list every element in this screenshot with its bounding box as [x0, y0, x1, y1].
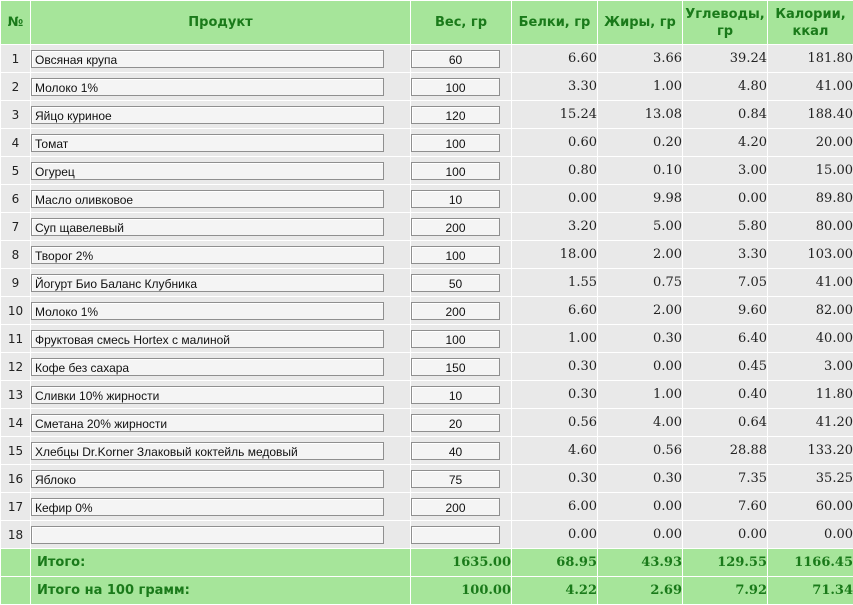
- weight-cell: [411, 45, 512, 73]
- row-number: 13: [1, 381, 31, 409]
- weight-input[interactable]: 75: [411, 470, 500, 488]
- per100-num: [1, 577, 31, 605]
- calories-value: 0.00: [768, 521, 853, 549]
- calories-value: 41.00: [768, 269, 853, 297]
- calories-value: 60.00: [768, 493, 853, 521]
- carbs-value: 6.40: [683, 325, 768, 353]
- calories-value: 82.00: [768, 297, 853, 325]
- fat-value: 13.08: [598, 101, 683, 129]
- fat-value: 0.00: [598, 353, 683, 381]
- product-input[interactable]: Кофе без сахара: [31, 358, 384, 376]
- row-number: 5: [1, 157, 31, 185]
- weight-input[interactable]: 200: [411, 498, 500, 516]
- weight-input[interactable]: 60: [411, 50, 500, 68]
- product-input[interactable]: Масло оливковое: [31, 190, 384, 208]
- row-number: 4: [1, 129, 31, 157]
- weight-input[interactable]: 200: [411, 218, 500, 236]
- fat-value: 3.66: [598, 45, 683, 73]
- calories-value: 80.00: [768, 213, 853, 241]
- product-input[interactable]: Йогурт Био Баланс Клубника: [31, 274, 384, 292]
- weight-cell: [411, 101, 512, 129]
- header-fat: Жиры, гр: [598, 1, 683, 45]
- carbs-value: 0.64: [683, 409, 768, 437]
- fat-value: 0.00: [598, 521, 683, 549]
- protein-value: 0.56: [512, 409, 598, 437]
- per100-row: [1, 577, 853, 605]
- product-input[interactable]: [31, 526, 384, 544]
- totals-fat: 43.93: [598, 549, 683, 577]
- weight-input[interactable]: 50: [411, 274, 500, 292]
- weight-cell: [411, 185, 512, 213]
- product-cell: [31, 325, 411, 353]
- protein-value: 1.00: [512, 325, 598, 353]
- carbs-value: 0.00: [683, 185, 768, 213]
- product-input[interactable]: Огурец: [31, 162, 384, 180]
- table-row: [1, 465, 853, 493]
- weight-cell: [411, 157, 512, 185]
- product-cell: [31, 45, 411, 73]
- protein-value: 0.00: [512, 185, 598, 213]
- product-cell: [31, 465, 411, 493]
- totals-protein: 68.95: [512, 549, 598, 577]
- weight-input[interactable]: 100: [411, 134, 500, 152]
- weight-cell: [411, 241, 512, 269]
- calories-value: 133.20: [768, 437, 853, 465]
- weight-cell: [411, 325, 512, 353]
- row-number: 3: [1, 101, 31, 129]
- table-body: [1, 45, 853, 549]
- weight-cell: [411, 409, 512, 437]
- header-protein: Белки, гр: [512, 1, 598, 45]
- weight-input[interactable]: 40: [411, 442, 500, 460]
- per100-carbs: 7.92: [683, 577, 768, 605]
- table-row: [1, 129, 853, 157]
- row-number: 7: [1, 213, 31, 241]
- fat-value: 0.30: [598, 325, 683, 353]
- weight-cell: [411, 465, 512, 493]
- calories-value: 181.80: [768, 45, 853, 73]
- protein-value: 3.20: [512, 213, 598, 241]
- product-cell: [31, 409, 411, 437]
- per100-calories: 71.34: [768, 577, 853, 605]
- protein-value: 6.00: [512, 493, 598, 521]
- product-cell: [31, 381, 411, 409]
- product-cell: [31, 353, 411, 381]
- weight-input[interactable]: 10: [411, 190, 500, 208]
- fat-value: 0.75: [598, 269, 683, 297]
- product-input[interactable]: Овсяная крупа: [31, 50, 384, 68]
- per100-label: Итого на 100 грамм:: [31, 577, 411, 605]
- calories-value: 35.25: [768, 465, 853, 493]
- table-row: [1, 297, 853, 325]
- fat-value: 0.10: [598, 157, 683, 185]
- fat-value: 0.00: [598, 493, 683, 521]
- row-number: 6: [1, 185, 31, 213]
- weight-input[interactable]: 100: [411, 162, 500, 180]
- table-row: [1, 101, 853, 129]
- product-input[interactable]: Кефир 0%: [31, 498, 384, 516]
- header-product: Продукт: [31, 1, 411, 45]
- header-row: [1, 1, 853, 45]
- protein-value: 6.60: [512, 297, 598, 325]
- header-weight: Вес, гр: [411, 1, 512, 45]
- table-row: [1, 185, 853, 213]
- protein-value: 1.55: [512, 269, 598, 297]
- calories-value: 3.00: [768, 353, 853, 381]
- product-input[interactable]: Суп щавелевый: [31, 218, 384, 236]
- row-number: 10: [1, 297, 31, 325]
- fat-value: 0.56: [598, 437, 683, 465]
- carbs-value: 5.80: [683, 213, 768, 241]
- product-cell: [31, 297, 411, 325]
- product-cell: [31, 241, 411, 269]
- totals-calories: 1166.45: [768, 549, 853, 577]
- protein-value: 0.30: [512, 381, 598, 409]
- carbs-value: 28.88: [683, 437, 768, 465]
- table-row: [1, 325, 853, 353]
- weight-input[interactable]: 200: [411, 302, 500, 320]
- per100-weight: 100.00: [411, 577, 512, 605]
- table-row: [1, 521, 853, 549]
- weight-input[interactable]: 150: [411, 358, 500, 376]
- product-input[interactable]: Фруктовая смесь Hortex с малиной: [31, 330, 384, 348]
- weight-cell: [411, 353, 512, 381]
- table-row: [1, 45, 853, 73]
- carbs-value: 9.60: [683, 297, 768, 325]
- weight-cell: [411, 73, 512, 101]
- product-input[interactable]: Молоко 1%: [31, 302, 384, 320]
- protein-value: 0.80: [512, 157, 598, 185]
- fat-value: 0.20: [598, 129, 683, 157]
- protein-value: 0.30: [512, 353, 598, 381]
- fat-value: 2.00: [598, 241, 683, 269]
- row-number: 16: [1, 465, 31, 493]
- calories-value: 41.00: [768, 73, 853, 101]
- weight-input[interactable]: 100: [411, 246, 500, 264]
- table-row: [1, 241, 853, 269]
- protein-value: 4.60: [512, 437, 598, 465]
- weight-cell: [411, 269, 512, 297]
- calories-value: 41.20: [768, 409, 853, 437]
- totals-weight: 1635.00: [411, 549, 512, 577]
- carbs-value: 0.40: [683, 381, 768, 409]
- calories-value: 103.00: [768, 241, 853, 269]
- weight-cell: [411, 437, 512, 465]
- calories-value: 40.00: [768, 325, 853, 353]
- fat-value: 5.00: [598, 213, 683, 241]
- table-row: [1, 213, 853, 241]
- product-cell: [31, 437, 411, 465]
- weight-cell: [411, 381, 512, 409]
- row-number: 8: [1, 241, 31, 269]
- product-input[interactable]: Томат: [31, 134, 384, 152]
- carbs-value: 3.30: [683, 241, 768, 269]
- calories-value: 188.40: [768, 101, 853, 129]
- carbs-value: 0.00: [683, 521, 768, 549]
- weight-input[interactable]: 100: [411, 78, 500, 96]
- carbs-value: 7.35: [683, 465, 768, 493]
- table-row: [1, 353, 853, 381]
- weight-input[interactable]: 10: [411, 386, 500, 404]
- carbs-value: 7.05: [683, 269, 768, 297]
- product-cell: [31, 129, 411, 157]
- table-row: [1, 437, 853, 465]
- product-cell: [31, 157, 411, 185]
- fat-value: 9.98: [598, 185, 683, 213]
- calories-value: 15.00: [768, 157, 853, 185]
- totals-num: [1, 549, 31, 577]
- protein-value: 18.00: [512, 241, 598, 269]
- carbs-value: 0.84: [683, 101, 768, 129]
- carbs-value: 4.80: [683, 73, 768, 101]
- carbs-value: 39.24: [683, 45, 768, 73]
- product-cell: [31, 185, 411, 213]
- totals-label: Итого:: [31, 549, 411, 577]
- table-row: [1, 409, 853, 437]
- fat-value: 2.00: [598, 297, 683, 325]
- table-row: [1, 269, 853, 297]
- product-input[interactable]: Хлебцы Dr.Korner Злаковый коктейль медовый: [31, 442, 384, 460]
- product-cell: [31, 101, 411, 129]
- product-input[interactable]: Яйцо куриное: [31, 106, 384, 124]
- carbs-value: 0.45: [683, 353, 768, 381]
- product-input[interactable]: Творог 2%: [31, 246, 384, 264]
- product-cell: [31, 493, 411, 521]
- product-input[interactable]: Сметана 20% жирности: [31, 414, 384, 432]
- protein-value: 6.60: [512, 45, 598, 73]
- weight-input[interactable]: 20: [411, 414, 500, 432]
- weight-cell: [411, 493, 512, 521]
- calories-value: 20.00: [768, 129, 853, 157]
- row-number: 11: [1, 325, 31, 353]
- header-num: №: [1, 1, 31, 45]
- product-cell: [31, 213, 411, 241]
- protein-value: 0.00: [512, 521, 598, 549]
- row-number: 12: [1, 353, 31, 381]
- per100-fat: 2.69: [598, 577, 683, 605]
- totals-carbs: 129.55: [683, 549, 768, 577]
- table-row: [1, 157, 853, 185]
- weight-cell: [411, 297, 512, 325]
- row-number: 1: [1, 45, 31, 73]
- weight-input[interactable]: 120: [411, 106, 500, 124]
- product-input[interactable]: Сливки 10% жирности: [31, 386, 384, 404]
- table-row: [1, 493, 853, 521]
- weight-input[interactable]: 100: [411, 330, 500, 348]
- row-number: 9: [1, 269, 31, 297]
- weight-cell: [411, 521, 512, 549]
- protein-value: 0.60: [512, 129, 598, 157]
- product-cell: [31, 521, 411, 549]
- fat-value: 1.00: [598, 73, 683, 101]
- product-input[interactable]: Яблоко: [31, 470, 384, 488]
- row-number: 2: [1, 73, 31, 101]
- row-number: 17: [1, 493, 31, 521]
- per100-protein: 4.22: [512, 577, 598, 605]
- protein-value: 15.24: [512, 101, 598, 129]
- table-row: [1, 381, 853, 409]
- carbs-value: 3.00: [683, 157, 768, 185]
- totals-row: [1, 549, 853, 577]
- protein-value: 0.30: [512, 465, 598, 493]
- carbs-value: 7.60: [683, 493, 768, 521]
- fat-value: 4.00: [598, 409, 683, 437]
- protein-value: 3.30: [512, 73, 598, 101]
- product-cell: [31, 73, 411, 101]
- calories-value: 89.80: [768, 185, 853, 213]
- row-number: 15: [1, 437, 31, 465]
- fat-value: 0.30: [598, 465, 683, 493]
- weight-cell: [411, 213, 512, 241]
- weight-cell: [411, 129, 512, 157]
- header-calories: Калории, ккал: [768, 1, 853, 45]
- row-number: 14: [1, 409, 31, 437]
- fat-value: 1.00: [598, 381, 683, 409]
- weight-input[interactable]: [411, 526, 500, 544]
- product-input[interactable]: Молоко 1%: [31, 78, 384, 96]
- table-row: [1, 73, 853, 101]
- row-number: 18: [1, 521, 31, 549]
- header-carbs: Углеводы, гр: [683, 1, 768, 45]
- calories-value: 11.80: [768, 381, 853, 409]
- product-cell: [31, 269, 411, 297]
- carbs-value: 4.20: [683, 129, 768, 157]
